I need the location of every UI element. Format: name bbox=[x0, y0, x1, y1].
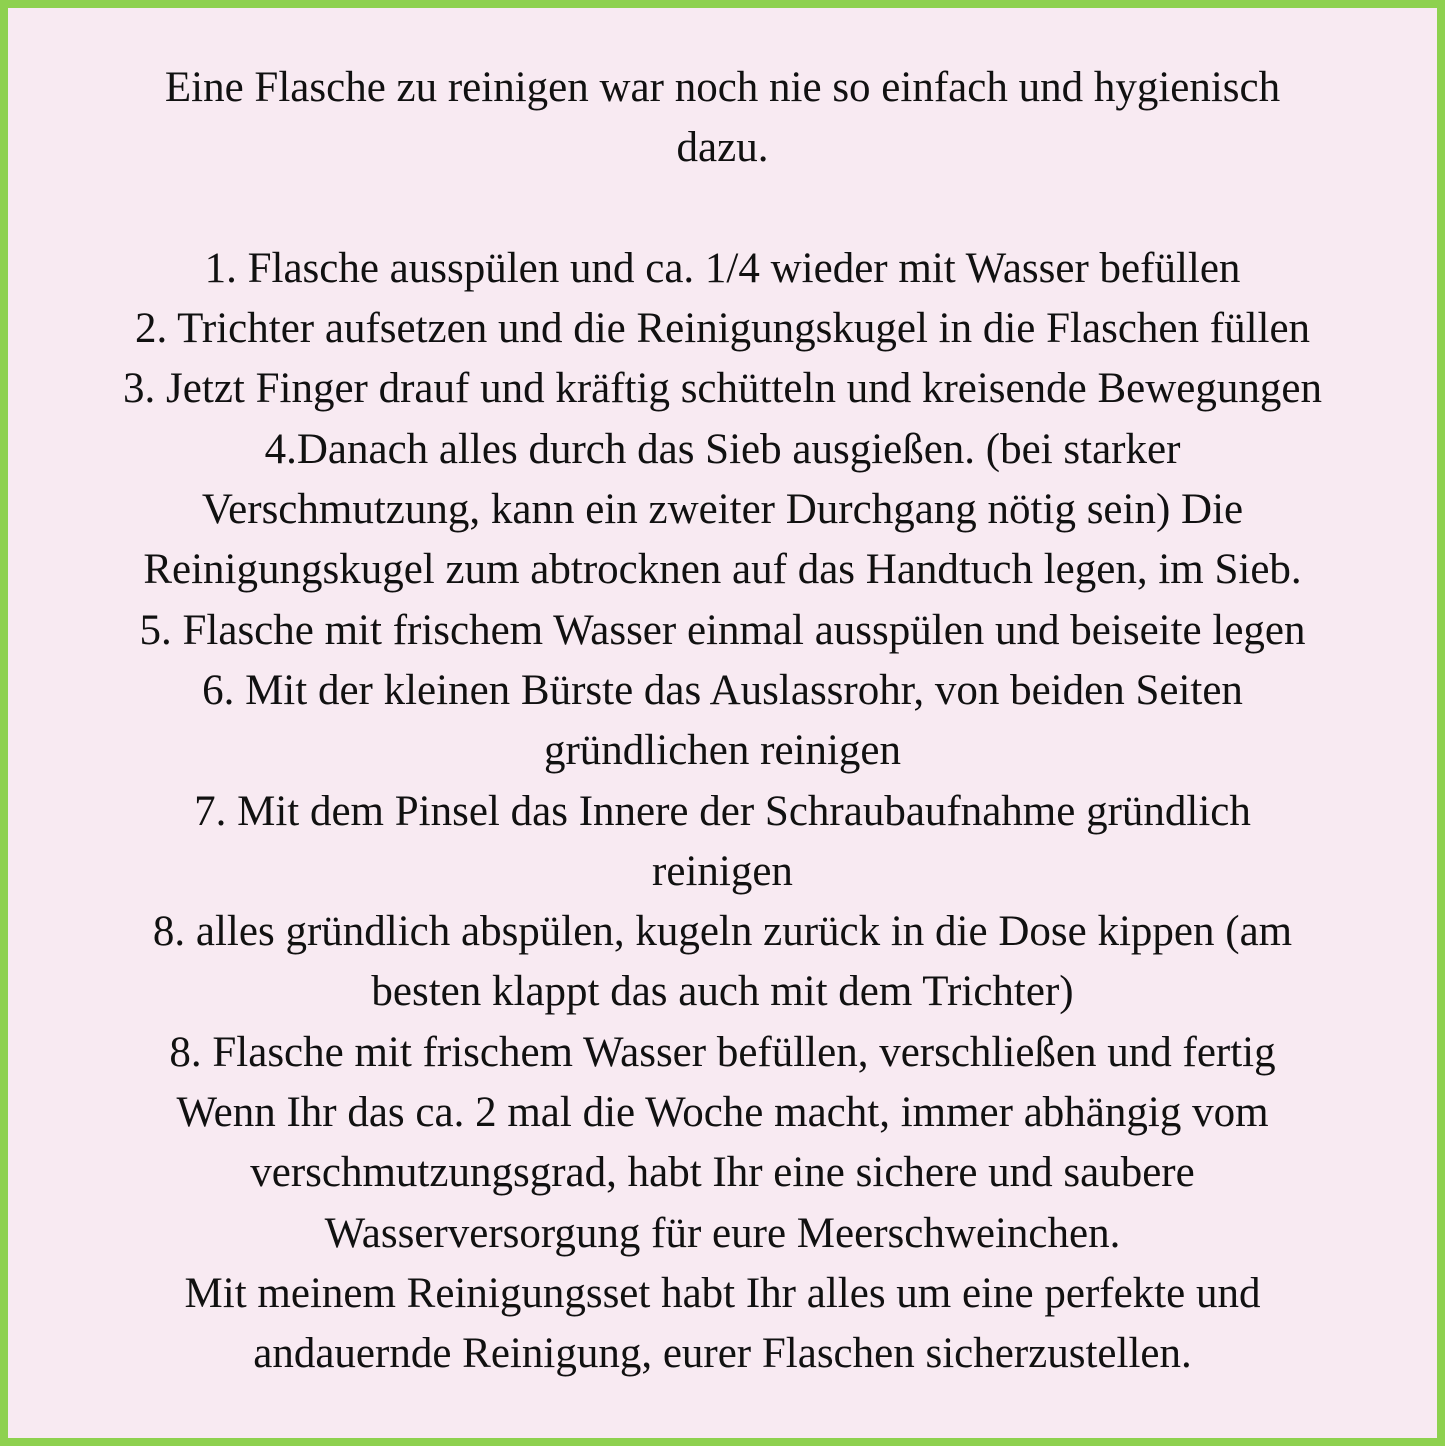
instruction-line: besten klappt das auch mit dem Trichter) bbox=[371, 968, 1074, 1016]
closing-line: Wasserversorgung für eure Meerschweinchen. bbox=[324, 1209, 1121, 1257]
instruction-line: reinigen bbox=[652, 847, 793, 895]
instruction-line: gründlichen reinigen bbox=[543, 727, 902, 775]
closing-line: Mit meinem Reinigungsset habt Ihr alles um eine perfekte und bbox=[184, 1269, 1261, 1317]
instruction-line: 6. Mit der kleinen Bürste das Auslassrohr, von beiden Seiten bbox=[202, 666, 1243, 714]
instruction-line: 5. Flasche mit frischem Wasser einmal ausspülen und beiseite legen bbox=[139, 606, 1306, 654]
instruction-line: 1. Flasche ausspülen und ca. 1/4 wieder mit Wasser befüllen bbox=[204, 244, 1241, 292]
closing-line: verschmutzungsgrad, habt Ihr eine sichere und saubere bbox=[250, 1149, 1195, 1197]
instruction-line: Verschmutzung, kann ein zweiter Durchgang nötig sein) Die bbox=[201, 486, 1244, 534]
closing-line: Wenn Ihr das ca. 2 mal die Woche macht, immer abhängig vom bbox=[176, 1089, 1269, 1137]
instruction-line: 7. Mit dem Pinsel das Innere der Schraubaufnahme gründlich bbox=[194, 787, 1251, 835]
instructions-text-block bbox=[16, 58, 1429, 1385]
closing-line: andauernde Reinigung, eurer Flaschen sicherzustellen. bbox=[253, 1330, 1192, 1378]
intro-line: dazu. bbox=[676, 124, 769, 172]
instruction-line: 2. Trichter aufsetzen und die Reinigungskugel in die Flaschen füllen bbox=[134, 305, 1311, 353]
blank-line-spacer bbox=[16, 179, 1429, 239]
instruction-line: 8. alles gründlich abspülen, kugeln zurück in die Dose kippen (am bbox=[152, 908, 1293, 956]
intro-line: Eine Flasche zu reinigen war noch nie so einfach und hygienisch bbox=[164, 64, 1281, 111]
instruction-line: 8. Flasche mit frischem Wasser befüllen, verschließen und fertig bbox=[169, 1028, 1276, 1076]
instruction-line: Reinigungskugel zum abtrocknen auf das Handtuch legen, im Sieb. bbox=[143, 546, 1302, 594]
instruction-line: 4.Danach alles durch das Sieb ausgießen. (bei starker bbox=[264, 425, 1181, 473]
instruction-line: 3. Jetzt Finger drauf und kräftig schütteln und kreisende Bewegungen bbox=[123, 365, 1322, 413]
